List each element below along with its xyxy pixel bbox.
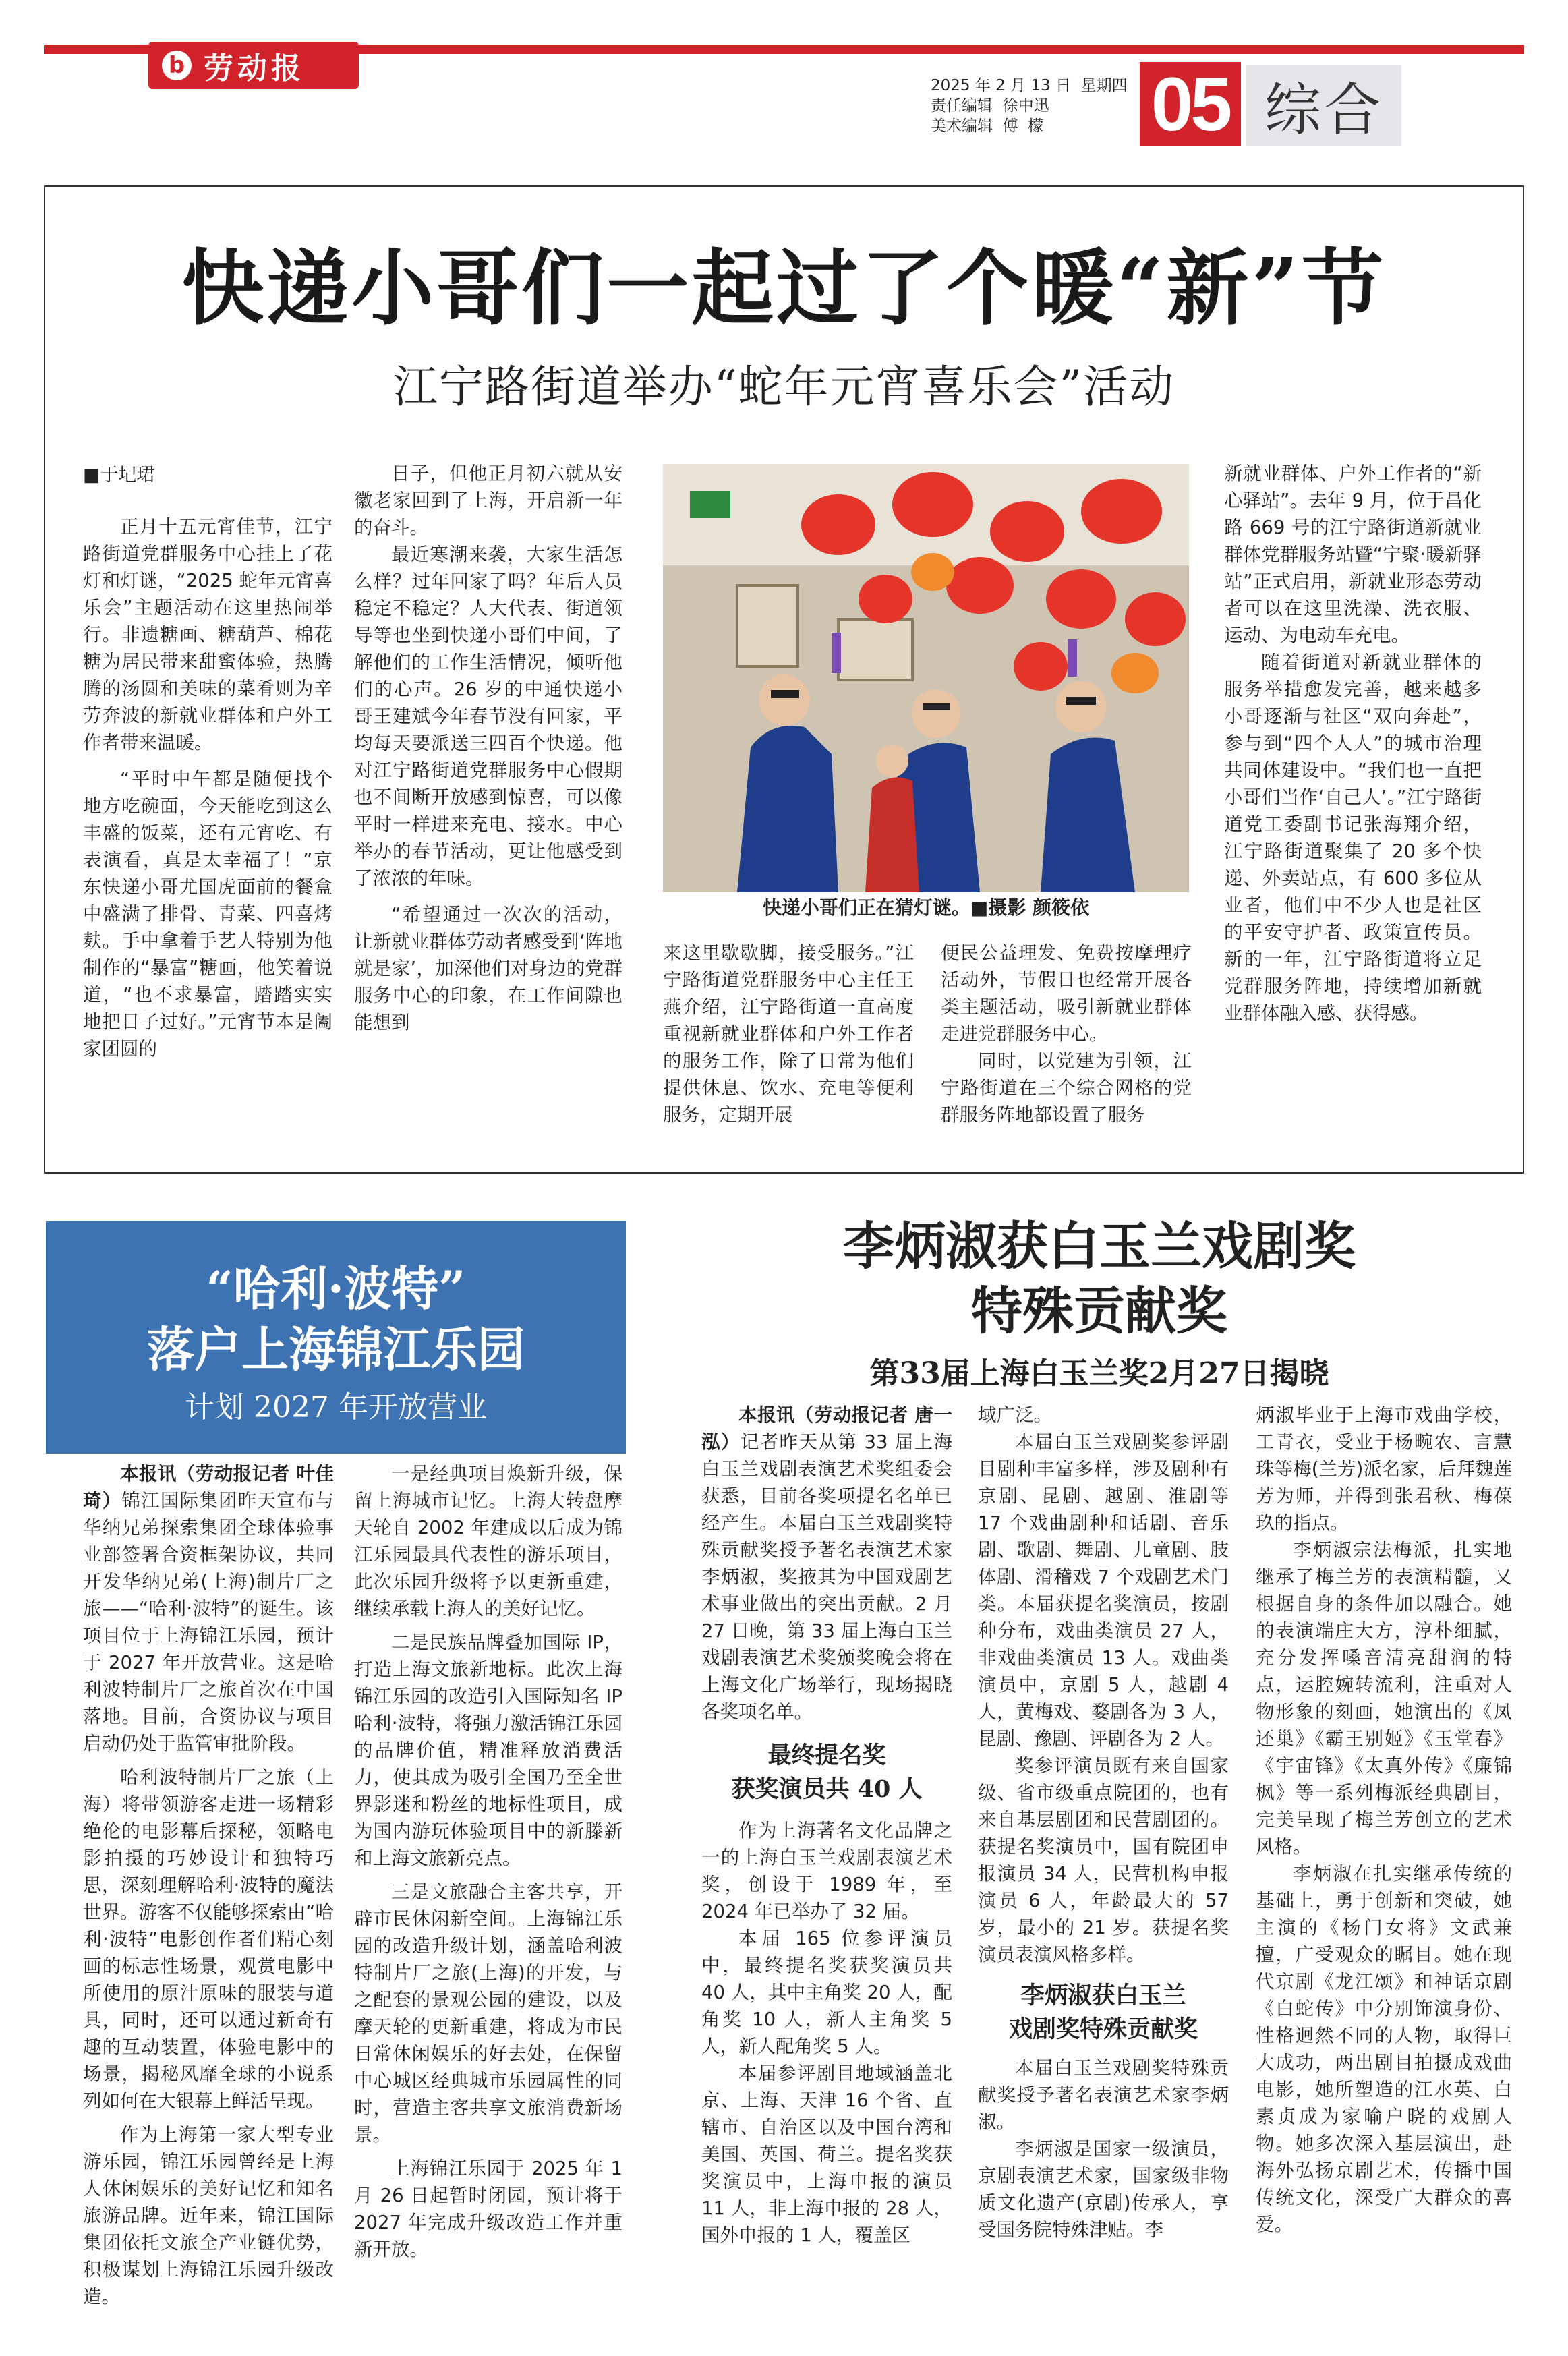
paragraph: 本届白玉兰戏剧奖特殊贡献奖授予著名表演艺术家李炳淑。 (978, 2057, 1229, 2133)
lead-column-3 (663, 940, 914, 1128)
photo-illustration (663, 464, 1189, 892)
story3-column-1 (701, 1402, 952, 2249)
story2-title-line2: 落户上海锦江乐园 (147, 1321, 525, 1377)
lead-column-4 (941, 940, 1192, 1128)
paragraph: 新就业群体、户外工作者的“新心驿站”。去年 9 月，位于昌化路 669 号的江宁路街道新就业群体党群服务站暨“宁聚·暖新驿站”正式启用，新就业形态劳动者可以在这里洗澡、洗衣服、运动、为电动车充电。 (1224, 463, 1482, 646)
story3-lead-text: 记者昨天从第 33 届上海白玉兰戏剧表演艺术奖组委会获悉，目前各奖项提名名单已经产生。本届白玉兰戏剧奖特殊贡献奖授予著名表演艺术家李炳淑，奖掖其为中国戏剧艺术事业做出的突出贡献。2 月 27 日晚，第 33 届上海白玉兰戏剧表演艺术奖颁奖晚会将在上海文化广场举行，现场揭晓各奖项名单。 (701, 1431, 952, 1723)
story3-subhead-award (978, 1979, 1229, 2046)
logo-mark-icon: b (162, 51, 192, 80)
subhead-line: 李炳淑获白玉兰 (1020, 1982, 1186, 2009)
paragraph: 本届白玉兰戏剧奖参评剧目剧种丰富多样，涉及剧种有京剧、昆剧、越剧、淮剧等 17 个戏曲剧种和话剧、音乐剧、歌剧、舞剧、儿童剧、肢体剧、滑稽戏 7 个戏剧艺术门类。本届获提名奖演员，按剧种分布，戏曲类演员 27 人，非戏曲类演员 13 人。戏曲类演员中，京剧 5 人，越剧 4 人，黄梅戏、婺剧各为 3 人，昆剧、豫剧、评剧各为 2 人。 (978, 1431, 1229, 1750)
paragraph (701, 1402, 952, 1725)
paragraph: 李炳淑在扎实继承传统的基础上，勇于创新和突破，她主演的《杨门女将》文武兼擅，广受观众的瞩目。她在现代京剧《龙江颂》和神话京剧《白蛇传》中分别饰演身份、性格迥然不同的人物，取得巨大成功，两出剧目拍摄成戏曲电影，她所塑造的江水英、白素贞成为家喻户晓的戏剧人物。她多次深入基层演出，赴海外弘扬京剧艺术，传播中国传统文化，深受广大群众的喜爱。 (1256, 1863, 1512, 2235)
paragraph: 同时，以党建为引领，江宁路街道在三个综合网格的党群服务阵地都设置了服务 (941, 1050, 1192, 1126)
story3-title (674, 1214, 1524, 1344)
art-editor: 美术编辑 傅 檬 (931, 117, 1044, 135)
story2-lead-text: 锦江国际集团昨天宣布与华纳兄弟探索集团全球体验事业部签署合资框架协议，共同开发华纳兄弟(上海)制片厂之旅——“哈利·波特”的诞生。该项目位于上海锦江乐园，预计于 2027 年开放营业。这是哈利波特制片厂之旅首次在中国落地。目前，合资协议与项目启动仍处于监管审批阶段。 (83, 1490, 335, 1754)
paragraph: 作为上海第一家大型专业游乐园，锦江乐园曾经是上海人休闲娱乐的美好记忆和知名旅游品牌。近年来，锦江国际集团依托文旅全产业链优势，积极谋划上海锦江乐园升级改造。 (83, 2124, 334, 2307)
story3-lead: 本报讯（劳动报记者 唐一泓） (701, 1404, 952, 1453)
photo-caption: 快递小哥们正在猜灯谜。■摄影 颜筱依 (762, 896, 1090, 919)
paper-name: 劳动报 (204, 51, 305, 86)
issue-meta (931, 76, 1146, 136)
story3-subhead-finalists (701, 1739, 952, 1806)
paragraph: 来这里歇歇脚，接受服务。”江宁路街道党群服务中心主任王燕介绍，江宁路街道一直高度重视新就业群体和户外工作者的服务工作，除了日常为他们提供休息、饮水、充电等便利服务，定期开展 (663, 942, 914, 1126)
paragraph: 哈利波特制片厂之旅（上海）将带领游客走进一场精彩绝伦的电影幕后探秘，领略电影拍摄的巧妙设计和独特巧思，深刻理解哈利·波特的魔法世界。游客不仅能够探索由“哈利·波特”电影创作者们精心刻画的标志性场景，观赏电影中所使用的原汁原味的服装与道具，同时，还可以通过新奇有趣的互动装置，体验电影中的场景，揭秘风靡全球的小说系列如何在大银幕上鲜活呈现。 (83, 1766, 334, 2112)
subhead-line: 获奖演员共 40 人 (731, 1775, 923, 1803)
story2-subtitle: 计划 2027 年开放营业 (185, 1390, 487, 1425)
paragraph: 李炳淑宗法梅派，扎实地继承了梅兰芳的表演精髓，又根据自身的条件加以融合。她的表演端庄大方，淳朴细腻，充分发挥嗓音清亮甜润的特点，运腔婉转流利，注重对人物形象的刻画，她演出的《凤还巢》《霸王别姬》《玉堂春》《宇宙锋》《太真外传》《廉锦枫》等一系列梅派经典剧目，完美呈现了梅兰芳创立的艺术风格。 (1256, 1539, 1512, 1858)
story3-subtitle: 第33届上海白玉兰奖2月27日揭晓 (869, 1356, 1329, 1391)
paragraph: 域广泛。 (978, 1404, 1052, 1426)
story3-title-line2: 特殊贡献奖 (971, 1281, 1227, 1341)
paragraph: 便民公益理发、免费按摩理疗活动外，节假日也经常开展各类主题活动，吸引新就业群体走进党群服务中心。 (941, 942, 1192, 1045)
paragraph: 随着街道对新就业群体的服务举措愈发完善，越来越多小哥逐渐与社区“双向奔赴”，参与到“四个人人”的城市治理共同体建设中。“我们也一直把小哥们当作‘自己人’。”江宁路街道党工委副书记张海翔介绍，江宁路街道聚集了 20 多个快递、外卖站点，有 600 多位从业者，他们中不少人也是社区的平安守护者、政策宣传员。新的一年，江宁路街道将立足党群服务阵地，持续增加新就业群体融入感、获得感。 (1224, 652, 1482, 1024)
paragraph: 李炳淑是国家一级演员，京剧表演艺术家，国家级非物质文化遗产(京剧)传承人，享受国务院特殊津贴。李 (978, 2138, 1229, 2241)
paragraph: “希望通过一次次的活动，让新就业群体劳动者感受到‘阵地就是家’，加深他们对身边的党群服务中心的印象，在工作间隙也能想到 (354, 904, 622, 1033)
harry-potter-title-box (46, 1221, 626, 1454)
responsible-editor: 责任编辑 徐中迅 (931, 97, 1049, 115)
story3-title-line1: 李炳淑获白玉兰戏剧奖 (843, 1216, 1356, 1276)
paragraph: 二是民族品牌叠加国际 IP，打造上海文旅新地标。此次上海锦江乐园的改造引入国际知名 IP 哈利·波特，将强力激活锦江乐园的品牌价值，精准释放消费活力，使其成为吸引全国乃至全世界影迷和粉丝的地标性项目，成为国内游玩体验项目中的新滕新和上海文旅新亮点。 (354, 1632, 622, 1869)
subhead-line: 最终提名奖 (767, 1742, 886, 1769)
lead-column-1 (83, 460, 332, 1062)
paragraph: 上海锦江乐园于 2025 年 1 月 26 日起暂时闭园，预计将于 2027 年完成升级改造工作并重新开放。 (354, 2158, 622, 2260)
newspaper-logo (148, 42, 359, 89)
paragraph: 三是文旅融合主客共享，开辟市民休闲新空间。上海锦江乐园的改造升级计划，涵盖哈利波特制片厂之旅(上海)的开发，与之配套的景观公园的建设，以及摩天轮的更新重建，将成为市民日常休闲娱乐的好去处，在保留中心城区经典城市乐园属性的同时，营造主客共享文旅消费新场景。 (354, 1881, 622, 2146)
paragraph: 炳淑毕业于上海市戏曲学校，工青衣，受业于杨畹农、言慧珠等梅(兰芳)派名家，后拜魏莲芳为师，并得到张君秋、梅葆玖的指点。 (1256, 1404, 1512, 1534)
lead-byline: ■于圮珺 (83, 465, 155, 486)
paragraph (83, 1460, 334, 1757)
story3-column-2 (978, 1402, 1229, 2243)
story2-column-1 (83, 1460, 334, 2310)
issue-date: 2025 年 2 月 13 日 星期四 (931, 77, 1128, 94)
paragraph: 本届参评剧目地域涵盖北京、上海、天津 16 个省、直辖市、自治区以及中国台湾和美国、英国、荷兰。提名奖获奖演员中，上海申报的演员 11 人，非上海申报的 28 人，国外申报的 1 人，覆盖区 (701, 2063, 952, 2246)
lantern-riddle-photo (663, 464, 1189, 892)
lead-headline: 快递小哥们一起过了个暖“新”节 (181, 239, 1387, 337)
paragraph: 一是经典项目焕新升级，保留上海城市记忆。上海大转盘摩天轮自 2002 年建成以后成为锦江乐园最具代表性的游乐项目，此次乐园升级将予以更新重建，继续承载上海人的美好记忆。 (354, 1463, 622, 1619)
paragraph: 作为上海著名文化品牌之一的上海白玉兰戏剧表演艺术奖，创设于 1989 年，至 2024 年已举办了 32 届。 (701, 1820, 952, 1922)
lead-subheadline: 江宁路街道举办“蛇年元宵喜乐会”活动 (393, 361, 1175, 413)
paragraph: 最近寒潮来袭，大家生活怎么样？过年回家了吗？年后人员稳定不稳定？人大代表、街道领导等也坐到快递小哥们中间，了解他们的工作生活情况，倾听他们的心声。26 岁的中通快递小哥王建斌今年春节没有回家，平均每天要派送三四百个快递。他对江宁路街道党群服务中心假期也不间断开放感到惊喜，可以像平时一样进来充电、接水。中心举办的春节活动，更让他感受到了浓浓的年味。 (354, 544, 622, 889)
subhead-line: 戏剧奖特殊贡献奖 (1008, 2015, 1198, 2043)
paragraph: 日子，但他正月初六就从安徽老家回到了上海，开启新一年的奋斗。 (354, 463, 622, 538)
paragraph: “平时中午都是随便找个地方吃碗面，今天能吃到这么丰盛的饭菜，还有元宵吃、有表演看，真是太幸福了！”京东快递小哥尤国虎面前的餐盒中盛满了排骨、青菜、四喜烤麸。手中拿着手艺人特别为他制作的“暴富”糖画，他笑着说道，“也不求暴富，踏踏实实地把日子过好。”元宵节本是阖家团圆的 (83, 768, 332, 1060)
lead-column-5 (1224, 460, 1482, 1027)
story3-column-3 (1256, 1402, 1512, 2238)
section-name: 综合 (1246, 65, 1401, 146)
story2-lead: 本报讯（劳动报记者 叶佳琦） (83, 1463, 334, 1512)
lead-column-2 (354, 460, 622, 1036)
story2-column-2 (354, 1460, 622, 2263)
story2-title-line1: “哈利·波特” (206, 1261, 466, 1317)
paragraph: 正月十五元宵佳节，江宁路街道党群服务中心挂上了花灯和灯谜，“2025 蛇年元宵喜乐会”主题活动在这里热闹举行。非遗糖画、糖葫芦、棉花糖为居民带来甜蜜体验，热腾腾的汤圆和美味的菜肴则为辛劳奔波的新就业群体和户外工作者带来温暖。 (83, 516, 332, 753)
paragraph: 本届 165 位参评演员中，最终提名奖获奖演员共 40 人，其中主角奖 20 人，配角奖 10 人，新人主角奖 5 人，新人配角奖 5 人。 (701, 1928, 952, 2057)
paragraph: 奖参评演员既有来自国家级、省市级重点院团的，也有来自基层剧团和民营剧团的。获提名奖演员中，国有院团申报演员 34 人，民营机构申报演员 6 人，年龄最大的 57 岁，最小的 21 岁。获提名奖演员表演风格多样。 (978, 1755, 1229, 1965)
page-number: 05 (1140, 62, 1241, 146)
